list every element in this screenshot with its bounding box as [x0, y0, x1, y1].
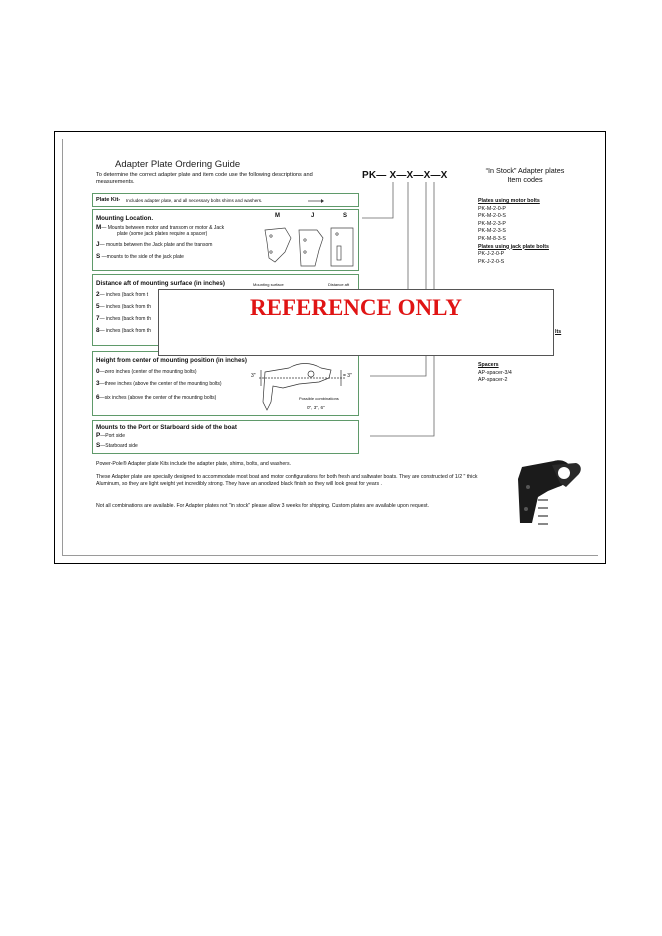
mounting-heading: Mounting Location. — [96, 215, 154, 222]
distance-item-7: 7— inches (back from th — [96, 315, 151, 322]
diagram-mounting-surface: Mounting surface — [253, 282, 284, 287]
list-item: PK-J-2-0-S — [478, 258, 505, 265]
footer-p1: Power-Pole® Adapter plate Kits include the adapter plate, shims, bolts, and washers. — [96, 461, 292, 467]
list-item: PK-M-2-3-S — [478, 228, 506, 235]
height-box — [92, 351, 359, 416]
side-box — [92, 420, 359, 454]
adapter-plate-photo — [508, 457, 588, 529]
possible-combinations-values: 0", 3", 6" — [307, 405, 325, 410]
page-title: Adapter Plate Ordering Guide — [115, 159, 241, 170]
distance-item-5: 5— inches (back from th — [96, 303, 151, 310]
list-item: AP-spacer-2 — [478, 377, 508, 384]
mounting-diagrams-icon — [261, 222, 357, 270]
plate-kit-desc: Includes adapter plate, and all necessary bolts shims and washers. — [126, 198, 263, 203]
list-item: PK-M-8-3-S — [478, 235, 506, 242]
mounting-item-j: J— mounts between the Jack plate and the transom — [96, 241, 213, 248]
motor-heading: Plates using motor bolts — [478, 198, 540, 204]
side-item-s: S—Starboard side — [96, 442, 138, 449]
col-label-s: S — [343, 213, 348, 219]
intro-text: To determine the correct adapter plate and item code use the following descriptions and measurements. — [96, 172, 313, 186]
arrow-icon — [308, 199, 324, 203]
height-item-6: 6—six inches (above the center of the mounting bolts) — [96, 394, 217, 401]
side-item-p: P—Port side — [96, 432, 125, 439]
spacers-heading: Spacers — [478, 362, 499, 368]
possible-combinations-label: Possible combinations — [299, 396, 339, 401]
mounting-item-m-cont: plate (some jack plates require a spacer) — [117, 231, 208, 237]
footer-p3: Not all combinations are available. For Adapter plates not "in stock" please allow 3 weeks for shipping. Custom plates are available upon request. — [96, 503, 429, 509]
col-label-m: M — [275, 213, 280, 219]
diagram-distance-aft: Distance aft — [328, 282, 350, 287]
mounting-item-m: M— Mounts between motor and transom or motor & Jack — [96, 224, 225, 231]
mounting-location-box — [92, 209, 359, 271]
list-item: PK-M-2-3-P — [478, 220, 506, 227]
col-label-j: J — [311, 213, 315, 219]
mounting-code-s: S — [96, 253, 101, 260]
plate-kit-label: Plate Kit- — [96, 197, 121, 203]
in-stock-motor-list — [478, 198, 549, 266]
distance-heading: Distance aft of mounting surface (in inches) — [96, 280, 225, 287]
mounting-item-s: S —mounts to the side of the jack plate — [96, 253, 184, 260]
in-stock-spacer-list — [478, 362, 512, 385]
height-dim-left: 3" — [251, 373, 256, 379]
item-code-pattern: PK— X—X—X—X — [362, 170, 448, 181]
jack-heading: Plates using jack plate bolts — [478, 243, 549, 250]
height-diagram-icon — [259, 358, 345, 412]
mounting-code-m: M — [96, 224, 102, 231]
list-item: PK-M-2-0-S — [478, 213, 506, 220]
reference-only-banner — [158, 289, 554, 356]
in-stock-title: “In Stock” Adapter plates Item codes — [485, 166, 565, 184]
height-heading: Height from center of mounting position (in inches) — [96, 357, 247, 364]
partial-heading: lts — [555, 329, 562, 335]
mounting-code-j: J — [96, 241, 100, 248]
banner-text: REFERENCE ONLY — [250, 295, 462, 320]
list-item: PK-M-2-0-P — [478, 205, 506, 212]
distance-item-8: 8— inches (back from th — [96, 327, 151, 334]
list-item: AP-spacer-3/4 — [478, 369, 512, 376]
plate-kit-box — [92, 193, 359, 207]
height-item-0: 0—zero inches (center of the mounting bolts) — [96, 368, 197, 375]
height-dim-right: = 3" — [343, 373, 352, 379]
footer-p2: These Adapter plate are specially designed to accommodate most boat and motor configurations for both fresh and saltwater boats. They are constructed of 1/2 " thick Aluminum, so they are light weight yet incredibly strong. They have an anodized black finish so they will look great for years . — [96, 474, 478, 487]
list-item: PK-J-2-0-P — [478, 251, 505, 258]
height-item-3: 3—three inches (above the center of the mounting bolts) — [96, 380, 222, 387]
distance-item-2: 2— inches (back from t — [96, 291, 149, 298]
side-heading: Mounts to the Port or Starboard side of the boat — [96, 424, 237, 431]
